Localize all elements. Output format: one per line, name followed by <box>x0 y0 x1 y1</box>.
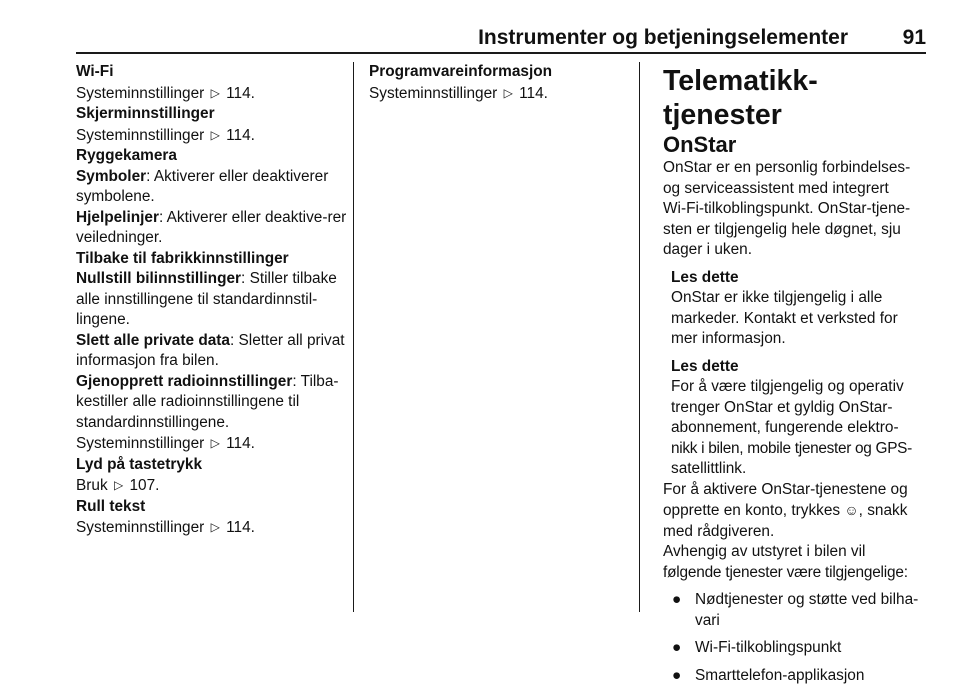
list-item <box>663 638 931 659</box>
factory-reference <box>76 433 348 455</box>
wifi-ref-page: 114. <box>226 85 255 102</box>
note-line: OnStar er ikke tilgjengelig i alle <box>671 289 882 306</box>
onstar-intro <box>663 158 931 261</box>
note-line: satellittlink. <box>671 460 746 477</box>
screen-settings-heading: Skjerminnstillinger <box>76 104 348 125</box>
intro-line: og serviceassistent med integrert <box>663 180 889 197</box>
delete-data-label: Slett alle private data <box>76 332 230 349</box>
bullet-icon: ● <box>672 590 681 611</box>
factory-ref-page: 114. <box>226 435 255 452</box>
note-line: mer informasjon. <box>671 330 786 347</box>
page-header-title: Instrumenter og betjeningselementer <box>478 26 848 50</box>
screen-settings-reference <box>76 125 348 147</box>
activate-line: For å aktivere OnStar-tjenestene og <box>663 481 908 498</box>
services-intro-line: følgende tjenester være tilgjengelige: <box>663 564 908 581</box>
scroll-text-heading: Rull tekst <box>76 497 348 518</box>
guides-text: : Aktiverer eller deaktive-rer veiledninger. <box>76 209 346 247</box>
activate-line: med rådgiveren. <box>663 523 774 540</box>
key-sound-ref-text: Bruk <box>76 477 108 494</box>
page-ref-arrow-icon: ▷ <box>209 83 222 104</box>
symbols-paragraph <box>76 167 348 208</box>
page-ref-arrow-icon: ▷ <box>209 125 222 146</box>
page-header <box>76 26 926 52</box>
page-ref-arrow-icon: ▷ <box>502 83 515 104</box>
page-ref-arrow-icon: ▷ <box>209 517 222 538</box>
note-text <box>671 377 931 480</box>
wifi-reference <box>76 83 348 105</box>
page-ref-arrow-icon: ▷ <box>209 433 222 454</box>
note-box-availability <box>663 268 931 350</box>
symbols-label: Symboler <box>76 168 146 185</box>
list-item-text: vari <box>695 612 720 629</box>
software-ref-page: 114. <box>519 85 548 102</box>
rear-camera-heading: Ryggekamera <box>76 146 348 167</box>
wifi-ref-text: Systeminnstillinger <box>76 85 204 102</box>
intro-line: OnStar er en personlig forbindelses- <box>663 159 910 176</box>
services-intro-line: Avhengig av utstyret i bilen vil <box>663 543 865 560</box>
scroll-text-reference <box>76 517 348 539</box>
intro-line: dager i uken. <box>663 241 752 258</box>
telematics-title: Telematikk-tjenester <box>663 64 931 132</box>
intro-line: Wi-Fi-tilkoblingspunkt. OnStar-tjene- <box>663 200 910 217</box>
bullet-icon: ● <box>672 638 681 659</box>
note-box-requirements <box>663 357 931 480</box>
restore-radio-paragraph <box>76 372 348 434</box>
column-1 <box>76 62 348 539</box>
symbols-text: : Aktiverer eller deaktiverer symbolene. <box>76 168 328 206</box>
list-item-text: Nødtjenester og støtte ved bilha- <box>695 591 918 608</box>
page-number: 91 <box>903 26 926 50</box>
column-2 <box>369 62 631 104</box>
list-item <box>663 590 931 631</box>
screen-ref-text: Systeminnstillinger <box>76 127 204 144</box>
services-intro-paragraph <box>663 542 931 583</box>
note-heading: Les dette <box>671 357 931 378</box>
list-item <box>663 666 931 686</box>
guides-label: Hjelpelinjer <box>76 209 159 226</box>
key-sound-reference <box>76 475 348 497</box>
note-line: For å være tilgjengelig og operativ <box>671 378 904 395</box>
guides-paragraph <box>76 208 348 249</box>
scroll-ref-text: Systeminnstillinger <box>76 519 204 536</box>
restore-radio-text: : Tilba-kestiller alle radioinnstillingene til standardinnstillingene. <box>76 373 339 431</box>
column-divider-left <box>353 62 354 612</box>
activate-paragraph <box>663 480 931 543</box>
delete-data-text: : Sletter all privat informasjon fra bilen. <box>76 332 345 370</box>
column-divider-right <box>639 62 640 612</box>
screen-ref-page: 114. <box>226 127 255 144</box>
software-info-reference <box>369 83 631 105</box>
onstar-button-icon: ☺ <box>844 502 858 518</box>
note-line: abonnement, fungerende elektro- <box>671 419 899 436</box>
factory-ref-text: Systeminnstillinger <box>76 435 204 452</box>
software-ref-text: Systeminnstillinger <box>369 85 497 102</box>
header-divider <box>76 52 926 54</box>
restore-radio-label: Gjenopprett radioinnstillinger <box>76 373 292 390</box>
factory-settings-heading: Tilbake til fabrikkinnstillinger <box>76 249 348 270</box>
scroll-ref-page: 114. <box>226 519 255 536</box>
reset-vehicle-paragraph <box>76 269 348 331</box>
note-line: trenger OnStar et gyldig OnStar- <box>671 399 893 416</box>
key-sound-ref-page: 107. <box>129 477 159 494</box>
intro-line: sten er tilgjengelig hele døgnet, sju <box>663 221 901 238</box>
key-sound-heading: Lyd på tastetrykk <box>76 455 348 476</box>
list-item-text: Smarttelefon-applikasjon <box>695 667 864 684</box>
reset-vehicle-label: Nullstill bilinnstillinger <box>76 270 241 287</box>
column-3 <box>663 64 931 686</box>
note-line: markeder. Kontakt et verksted for <box>671 310 898 327</box>
software-info-heading: Programvareinformasjon <box>369 62 631 83</box>
delete-data-paragraph <box>76 331 348 372</box>
page-ref-arrow-icon: ▷ <box>112 475 125 496</box>
note-text <box>671 288 931 350</box>
list-item-text: Wi-Fi-tilkoblingspunkt <box>695 639 841 656</box>
onstar-subtitle: OnStar <box>663 132 931 158</box>
note-heading: Les dette <box>671 268 931 289</box>
reset-vehicle-text: : Stiller tilbake alle innstillingene til standardinnstil-lingene. <box>76 270 337 328</box>
activate-line: , snakk <box>859 502 908 519</box>
wifi-heading: Wi-Fi <box>76 62 348 83</box>
note-line: nikk i bilen, mobile tjenester og GPS- <box>671 440 912 457</box>
activate-line: opprette en konto, trykkes <box>663 502 840 519</box>
bullet-icon: ● <box>672 666 681 686</box>
